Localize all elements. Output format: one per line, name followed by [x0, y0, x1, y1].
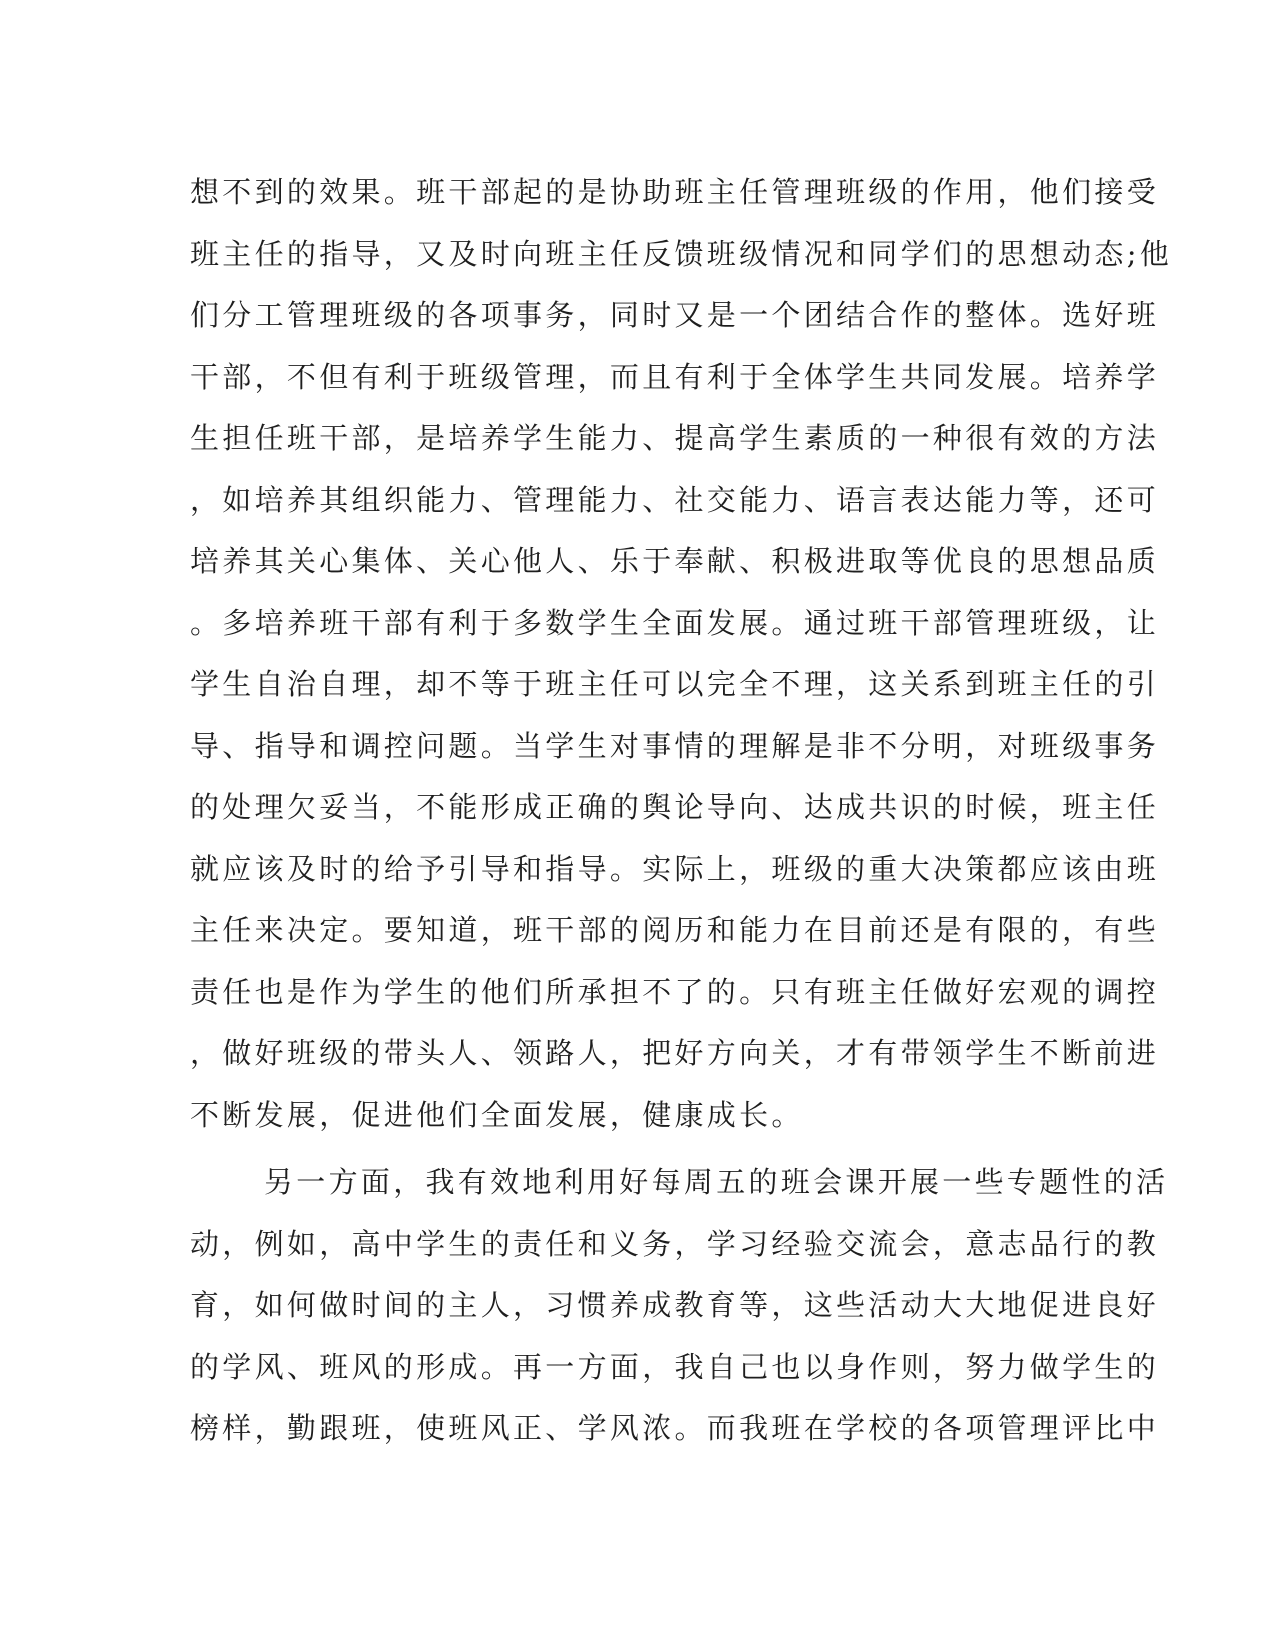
text-line: 想不到的效果。班干部起的是协助班主任管理班级的作用，他们接受 [190, 175, 1160, 209]
text-line: 的处理欠妥当，不能形成正确的舆论导向、达成共识的时候，班主任 [190, 790, 1160, 824]
text-line: 不断发展，促进他们全面发展，健康成长。 [190, 1097, 804, 1132]
text-line: 培养其关心集体、关心他人、乐于奉献、积极进取等优良的思想品质 [190, 544, 1160, 578]
text-line: 榜样，勤跟班，使班风正、学风浓。而我班在学校的各项管理评比中 [190, 1411, 1160, 1445]
text-line: 另一方面，我有效地利用好每周五的班会课开展一些专题性的活 [264, 1165, 1169, 1199]
text-line: 的学风、班风的形成。再一方面，我自己也以身作则，努力做学生的 [190, 1349, 1160, 1384]
text-line: 学生自治自理，却不等于班主任可以完全不理，这关系到班主任的引 [190, 667, 1160, 701]
text-line: ，做好班级的带头人、领路人，把好方向关，才有带领学生不断前进 [190, 1036, 1160, 1070]
text-line: 育，如何做时间的主人，习惯养成教育等，这些活动大大地促进良好 [190, 1288, 1160, 1322]
body-text [190, 162, 1173, 1460]
text-line: 们分工管理班级的各项事务，同时又是一个团结合作的整体。选好班 [190, 298, 1160, 332]
text-line: 动，例如，高中学生的责任和义务，学习经验交流会，意志品行的教 [190, 1226, 1160, 1261]
text-line: 班主任的指导，又及时向班主任反馈班级情况和同学们的思想动态;他 [190, 236, 1173, 271]
text-line: 。多培养班干部有利于多数学生全面发展。通过班干部管理班级，让 [190, 605, 1160, 640]
text-line: 生担任班干部，是培养学生能力、提高学生素质的一种很有效的方法 [190, 421, 1160, 455]
text-line: 导、指导和调控问题。当学生对事情的理解是非不分明，对班级事务 [190, 728, 1160, 763]
text-line: 就应该及时的给予引导和指导。实际上，班级的重大决策都应该由班 [190, 851, 1160, 886]
paragraph-1 [190, 162, 1173, 1146]
text-line: 责任也是作为学生的他们所承担不了的。只有班主任做好宏观的调控 [190, 974, 1160, 1009]
paragraph-2 [190, 1152, 1169, 1460]
text-line: ，如培养其组织能力、管理能力、社交能力、语言表达能力等，还可 [190, 482, 1160, 517]
text-line: 主任来决定。要知道，班干部的阅历和能力在目前还是有限的，有些 [190, 913, 1160, 947]
text-line: 干部，不但有利于班级管理，而且有利于全体学生共同发展。培养学 [190, 359, 1160, 394]
